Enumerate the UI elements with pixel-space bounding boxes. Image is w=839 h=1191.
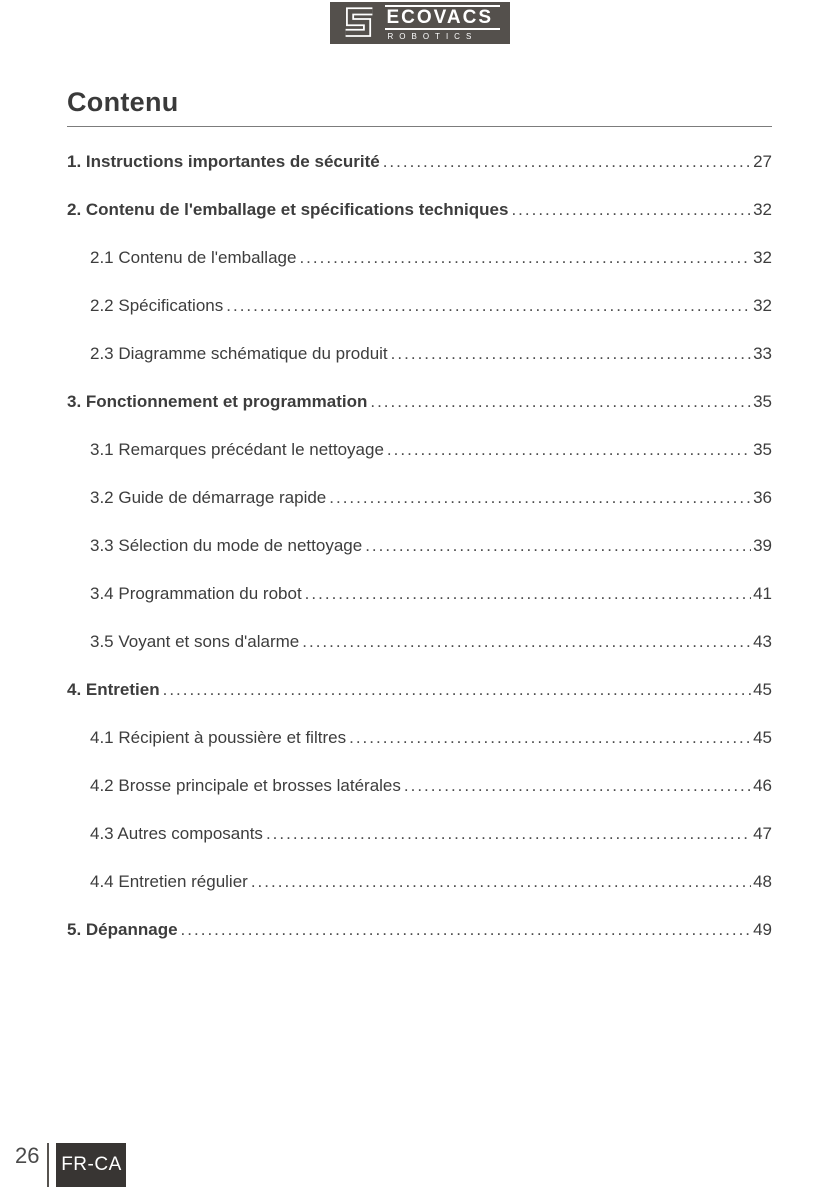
toc-item-label: 3.4 Programmation du robot	[90, 584, 302, 603]
toc-leader-dots	[299, 248, 751, 268]
toc-item-page: 43	[753, 632, 772, 651]
toc-leader-dots	[349, 728, 751, 748]
toc-item-label: 4.1 Récipient à poussière et filtres	[90, 728, 347, 747]
footer-divider	[47, 1143, 49, 1187]
toc-leader-dots	[163, 680, 751, 700]
page-number: 26	[15, 1143, 40, 1168]
toc-item-page: 47	[753, 824, 772, 843]
toc-item	[67, 762, 772, 810]
toc-item-label: 2.3 Diagramme schématique du produit	[90, 344, 388, 363]
toc-item-page: 36	[753, 488, 772, 507]
logo-bar	[0, 0, 839, 44]
toc-item-page: 35	[753, 392, 772, 411]
toc-item-page: 46	[753, 776, 772, 795]
toc-item	[67, 810, 772, 858]
toc-item-label: 3. Fonctionnement et programmation	[67, 392, 368, 411]
toc-item-page: 41	[753, 584, 772, 603]
toc-leader-dots	[404, 776, 751, 796]
toc-leader-dots	[370, 392, 751, 412]
toc-leader-dots	[365, 536, 751, 556]
toc-item	[67, 618, 772, 666]
toc-item-page: 33	[753, 344, 772, 363]
toc-item-label: 3.1 Remarques précédant le nettoyage	[90, 440, 384, 459]
table-of-contents	[67, 138, 772, 954]
toc-leader-dots	[387, 440, 751, 460]
toc-leader-dots	[302, 632, 751, 652]
content	[67, 86, 772, 954]
toc-item-label: 2.2 Spécifications	[90, 296, 224, 315]
toc-leader-dots	[251, 872, 751, 892]
toc-item	[67, 570, 772, 618]
toc-item	[67, 186, 772, 234]
page-title: Contenu	[67, 87, 179, 117]
toc-leader-dots	[383, 152, 751, 172]
logo-text	[385, 5, 500, 41]
logo-brand-text: ECOVACS	[386, 7, 494, 28]
toc-item-label: 4.4 Entretien régulier	[90, 872, 248, 891]
toc-item-label: 2. Contenu de l'emballage et spécifications techniques	[67, 200, 509, 219]
toc-item	[67, 426, 772, 474]
toc-item-page: 49	[753, 920, 772, 939]
toc-item-label: 4.2 Brosse principale et brosses latérales	[90, 776, 401, 795]
toc-item-label: 1. Instructions importantes de sécurité	[67, 152, 380, 171]
toc-leader-dots	[181, 920, 752, 940]
language-badge: FR-CA	[56, 1143, 126, 1187]
toc-item	[67, 330, 772, 378]
toc-item-page: 48	[753, 872, 772, 891]
toc-leader-dots	[391, 344, 751, 364]
toc-item-page: 39	[753, 536, 772, 555]
toc-item-page: 45	[753, 728, 772, 747]
toc-item	[67, 522, 772, 570]
toc-item-label: 3.3 Sélection du mode de nettoyage	[90, 536, 363, 555]
toc-leader-dots	[329, 488, 751, 508]
logo-sub-text: ROBOTICS	[387, 32, 478, 41]
toc-item-page: 32	[753, 248, 772, 267]
toc-item	[67, 714, 772, 762]
toc-leader-dots	[266, 824, 751, 844]
toc-item-label: 5. Dépannage	[67, 920, 178, 939]
title-rule	[67, 126, 772, 127]
toc-item-page: 45	[753, 680, 772, 699]
toc-item	[67, 282, 772, 330]
toc-leader-dots	[305, 584, 751, 604]
toc-item-label: 4.3 Autres composants	[90, 824, 263, 843]
ecovacs-logo-mark-icon	[342, 6, 376, 40]
ecovacs-logo	[330, 2, 510, 44]
toc-leader-dots	[511, 200, 751, 220]
toc-item-label: 3.5 Voyant et sons d'alarme	[90, 632, 300, 651]
toc-item	[67, 378, 772, 426]
toc-item-label: 3.2 Guide de démarrage rapide	[90, 488, 327, 507]
toc-item	[67, 906, 772, 954]
toc-item	[67, 474, 772, 522]
toc-item	[67, 858, 772, 906]
toc-item-page: 35	[753, 440, 772, 459]
page-footer	[15, 1143, 126, 1187]
toc-item-page: 27	[753, 152, 772, 171]
toc-item	[67, 666, 772, 714]
toc-item-page: 32	[753, 296, 772, 315]
toc-item-label: 2.1 Contenu de l'emballage	[90, 248, 297, 267]
toc-item-label: 4. Entretien	[67, 680, 160, 699]
toc-item-page: 32	[753, 200, 772, 219]
toc-item	[67, 234, 772, 282]
toc-leader-dots	[226, 296, 751, 316]
toc-item	[67, 138, 772, 186]
